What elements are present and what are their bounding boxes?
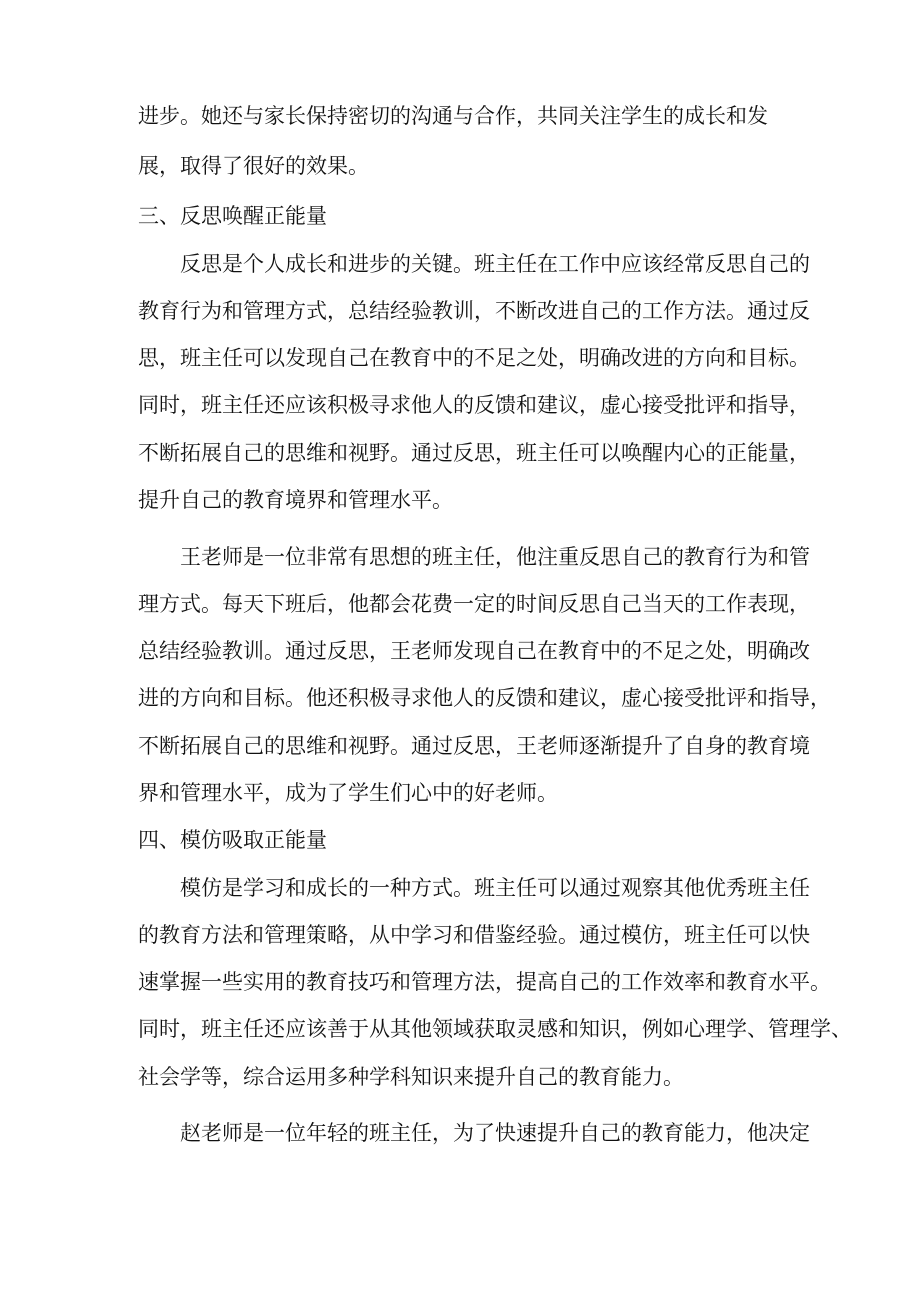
paragraph-line: 展，取得了很好的效果。 — [138, 154, 369, 178]
paragraph-line: 的教育方法和管理策略，从中学习和借鉴经验。通过模仿，班主任可以快 — [138, 923, 810, 947]
paragraph-line: 赵老师是一位年轻的班主任，为了快速提升自己的教育能力，他决定 — [180, 1121, 810, 1145]
paragraph-line: 进步。她还与家长保持密切的沟通与合作，共同关注学生的成长和发 — [138, 104, 768, 128]
paragraph-line: 反思是个人成长和进步的关键。班主任在工作中应该经常反思自己的 — [180, 252, 810, 276]
section-heading: 四、模仿吸取正能量 — [138, 828, 327, 852]
paragraph-line: 提升自己的教育境界和管理水平。 — [138, 488, 453, 512]
paragraph-line: 界和管理水平，成为了学生们心中的好老师。 — [138, 781, 558, 805]
paragraph-line: 教育行为和管理方式，总结经验教训，不断改进自己的工作方法。通过反 — [138, 299, 810, 323]
paragraph-line: 总结经验教训。通过反思，王老师发现自己在教育中的不足之处，明确改 — [138, 639, 810, 663]
paragraph-line: 模仿是学习和成长的一种方式。班主任可以通过观察其他优秀班主任 — [180, 876, 810, 900]
paragraph-line: 同时，班主任还应该善于从其他领域获取灵感和知识，例如心理学、管理学、 — [138, 1017, 852, 1041]
paragraph-line: 进的方向和目标。他还积极寻求他人的反馈和建议，虚心接受批评和指导， — [138, 686, 831, 710]
paragraph-line: 社会学等，综合运用多种学科知识来提升自己的教育能力。 — [138, 1065, 684, 1089]
paragraph-line: 不断拓展自己的思维和视野。通过反思，王老师逐渐提升了自身的教育境 — [138, 734, 810, 758]
paragraph-line: 思，班主任可以发现自己在教育中的不足之处，明确改进的方向和目标。 — [138, 346, 810, 370]
paragraph-line: 同时，班主任还应该积极寻求他人的反馈和建议，虚心接受批评和指导， — [138, 393, 810, 417]
paragraph-line: 速掌握一些实用的教育技巧和管理方法，提高自己的工作效率和教育水平。 — [138, 970, 831, 994]
paragraph-line: 不断拓展自己的思维和视野。通过反思，班主任可以唤醒内心的正能量， — [138, 441, 810, 465]
section-heading: 三、反思唤醒正能量 — [138, 204, 327, 228]
paragraph-line: 理方式。每天下班后，他都会花费一定的时间反思自己当天的工作表现， — [138, 592, 810, 616]
paragraph-line: 王老师是一位非常有思想的班主任，他注重反思自己的教育行为和管 — [180, 545, 810, 569]
